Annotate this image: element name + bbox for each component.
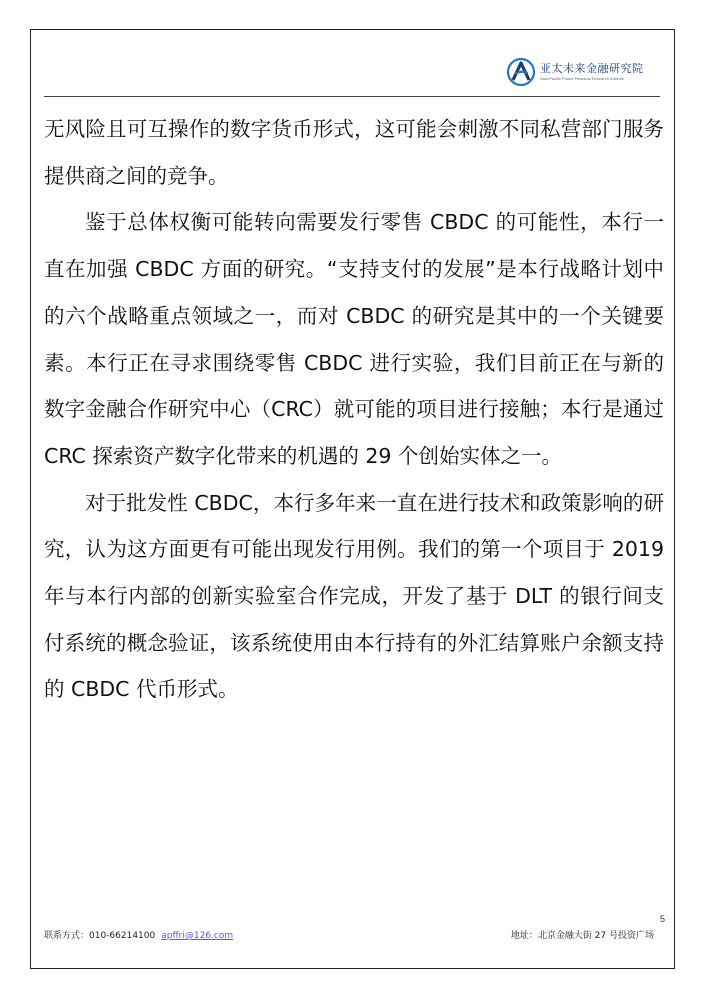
footer-address: 地址：北京金融大街 27 号投资广场	[510, 931, 654, 941]
institute-logo	[506, 55, 666, 89]
footer-contact	[44, 928, 233, 941]
contact-phone: 联系方式：010-66214100	[44, 931, 156, 941]
institute-logo-icon	[506, 57, 536, 87]
paragraph: 鉴于总体权衡可能转向需要发行零售 CBDC 的可能性，本行一直在加强 CBDC 方面的研究。“支持支付的发展”是本行战略计划中的六个战略重点领域之一，而对 CBDC 的研究是其中的一个关键要素。本行正在寻求围绕零售 CBDC 进行实验，我们目前正在与新的数字金融合作研究中心（CRC）就可能的项目进行接触；本行是通过 CRC 探索资产数字化带来的机遇的 29 个创始实体之一。	[44, 210, 664, 468]
document-body	[44, 106, 664, 713]
logo-name-en: Asia-Pacific Future Financial Research Institute	[540, 76, 625, 81]
email-link[interactable]: apffri@126.com	[161, 931, 234, 941]
header-divider	[44, 96, 660, 97]
paragraph: 对于批发性 CBDC，本行多年来一直在进行技术和政策影响的研究，认为这方面更有可能出现发行用例。我们的第一个项目于 2019 年与本行内部的创新实验室合作完成，开发了基于 DLT 的银行间支付系统的概念验证，该系统使用由本行持有的外汇结算账户余额支持的 CBDC 代币形式。	[44, 490, 664, 702]
logo-name-cn: 亚太未来金融研究院	[540, 62, 644, 75]
paragraph: 无风险且可互操作的数字货币形式，这可能会刺激不同私营部门服务提供商之间的竞争。	[44, 117, 664, 188]
page-number: 5	[659, 914, 665, 924]
